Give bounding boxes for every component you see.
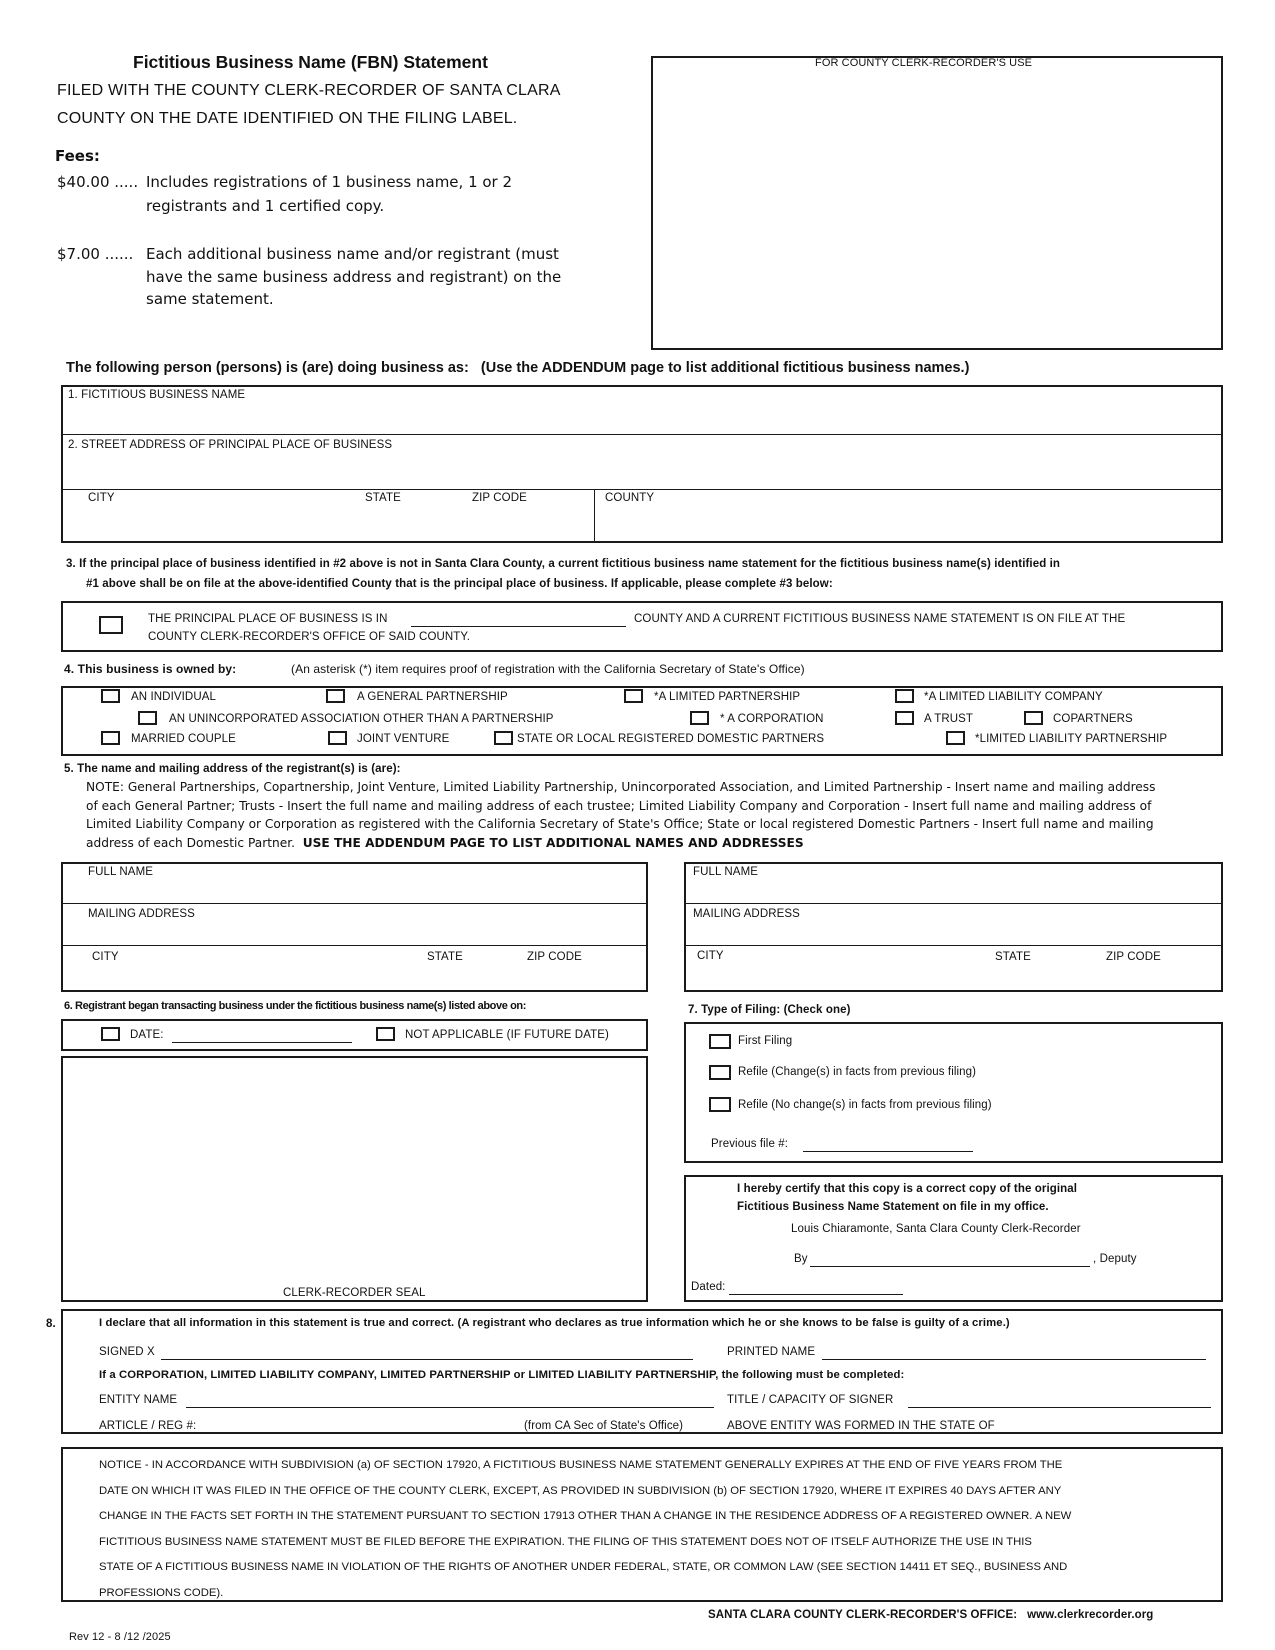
section6-heading: 6. Registrant began transacting business under the fictitious business name(s) listed above on: <box>64 1000 526 1012</box>
section4-note: (An asterisk (*) item requires proof of registration with the California Secretary of State's Office) <box>291 662 805 676</box>
not-applicable-label: NOT APPLICABLE (IF FUTURE DATE) <box>405 1029 609 1041</box>
general-partnership-checkbox[interactable] <box>326 689 345 703</box>
first-filing-label: First Filing <box>738 1035 793 1047</box>
domestic-partners-checkbox[interactable] <box>494 731 513 745</box>
first-filing-checkbox[interactable] <box>709 1034 731 1049</box>
trust-label: A TRUST <box>924 713 974 725</box>
divider <box>684 903 1223 904</box>
formed-state-label: ABOVE ENTITY WAS FORMED IN THE STATE OF <box>727 1420 995 1432</box>
section8-declare: I declare that all information in this statement is true and correct. (A registrant who declares as true information which he or she knows to be false is guilty of a crime.) <box>99 1317 1010 1329</box>
county-use-label: FOR COUNTY CLERK-RECORDER'S USE <box>815 57 1033 69</box>
city-label: CITY <box>88 492 115 504</box>
certify-line1: I hereby certify that this copy is a correct copy of the original <box>737 1183 1078 1195</box>
registrant-2-city-field[interactable] <box>687 965 1219 989</box>
notice-line6: PROFESSIONS CODE). <box>99 1586 224 1599</box>
section5-note-line4b: USE THE ADDENDUM PAGE TO LIST ADDITIONAL NAMES AND ADDRESSES <box>302 835 804 850</box>
previous-file-label: Previous file #: <box>711 1138 789 1150</box>
section3-box <box>61 601 1223 652</box>
registrant-1-full-name-field[interactable] <box>64 880 644 901</box>
joint-venture-label: JOINT VENTURE <box>357 733 450 745</box>
business-name-field[interactable] <box>64 404 1219 432</box>
registrant-1-mailing-field[interactable] <box>64 922 644 943</box>
clerk-seal-box <box>61 1056 648 1302</box>
signed-input[interactable] <box>161 1359 693 1360</box>
entity-name-label: ENTITY NAME <box>99 1394 178 1406</box>
divider <box>594 489 595 543</box>
divider <box>61 489 1223 490</box>
section3-box-text-b: COUNTY AND A CURRENT FICTITIOUS BUSINESS NAME STATEMENT IS ON FILE AT THE <box>634 613 1126 625</box>
notice-line4: FICTITIOUS BUSINESS NAME STATEMENT MUST BE FILED BEFORE THE EXPIRATION. THE FILING OF THIS STATEMENT DOES NOT OF ITSELF AUTHORIZE THE USE IN THIS <box>99 1535 1032 1548</box>
section5-note-line2: of each General Partner; Trusts - Insert the full name and mailing address of each trustee; Limited Liability Company and Corporation - Insert full name and mailing address of <box>86 798 1152 813</box>
section7-heading: 7. Type of Filing: (Check one) <box>688 1004 851 1016</box>
refile-change-label: Refile (Change(s) in facts from previous filing) <box>738 1066 977 1078</box>
refile-change-checkbox[interactable] <box>709 1065 731 1080</box>
section3-line1: 3. If the principal place of business identified in #2 above is not in Santa Clara County, a current fictitious business name statement for the fictitious business name(s) identified in <box>66 558 1061 570</box>
notice-line1: NOTICE - IN ACCORDANCE WITH SUBDIVISION (a) OF SECTION 17920, A FICTITIOUS BUSINESS NAME STATEMENT GENERALLY EXPIRES AT THE END OF FIVE YEARS FROM THE <box>99 1459 1063 1471</box>
unincorporated-checkbox[interactable] <box>138 711 157 725</box>
fee2-text-2: have the same business address and registrant) on the <box>146 268 562 286</box>
section5-note-line4a: address of each Domestic Partner. <box>86 835 295 850</box>
registrant-1-city-field[interactable] <box>64 965 644 989</box>
registrant-1-full-name-label: FULL NAME <box>88 866 154 878</box>
certify-line2: Fictitious Business Name Statement on file in my office. <box>737 1201 1049 1213</box>
registrant-2-full-name-field[interactable] <box>687 880 1219 901</box>
section3-box-text-a: THE PRINCIPAL PLACE OF BUSINESS IS IN <box>148 613 388 625</box>
zip-label: ZIP CODE <box>472 492 527 504</box>
street-address-label: 2. STREET ADDRESS OF PRINCIPAL PLACE OF BUSINESS <box>68 439 393 451</box>
signer-title-input[interactable] <box>908 1407 1211 1408</box>
fee2-text-3: same statement. <box>146 290 274 308</box>
fee1-text-2: registrants and 1 certified copy. <box>146 197 385 215</box>
section3-box-text-2: COUNTY CLERK-RECORDER'S OFFICE OF SAID COUNTY. <box>148 631 471 643</box>
section5-note-line3: Limited Liability Company or Corporation as registered with the California Secretary of State's Office; State or local registered Domestic Partners - Insert full name and mailing <box>86 817 1154 831</box>
printed-name-label: PRINTED NAME <box>727 1346 816 1358</box>
registrant-2-full-name-label: FULL NAME <box>693 866 759 878</box>
state-label: STATE <box>365 492 401 504</box>
fee1-amount: $40.00 ..... <box>57 173 139 191</box>
footer-website-link[interactable]: www.clerkrecorder.org <box>1027 1609 1154 1621</box>
date-checkbox[interactable] <box>101 1027 120 1041</box>
unincorporated-label: AN UNINCORPORATED ASSOCIATION OTHER THAN A PARTNERSHIP <box>169 713 554 725</box>
refile-no-change-checkbox[interactable] <box>709 1097 731 1112</box>
fee2-amount: $7.00 ...... <box>57 245 134 263</box>
registrant-2-city-label: CITY <box>697 950 724 962</box>
signed-label: SIGNED X <box>99 1346 155 1358</box>
section3-line2: #1 above shall be on file at the above-identified County that is the principal place of business. If applicable, please complete #3 below: <box>86 578 833 590</box>
registrant-1-mailing-label: MAILING ADDRESS <box>88 908 195 920</box>
filed-line-1: FILED WITH THE COUNTY CLERK-RECORDER OF SANTA CLARA <box>57 82 561 99</box>
footer-office-name: SANTA CLARA COUNTY CLERK-RECORDER'S OFFICE: <box>708 1609 1018 1621</box>
date-input[interactable] <box>172 1042 352 1043</box>
formed-state-input[interactable] <box>1018 1433 1214 1434</box>
copartners-label: COPARTNERS <box>1053 713 1133 725</box>
limited-partnership-label: *A LIMITED PARTNERSHIP <box>654 691 801 703</box>
printed-name-input[interactable] <box>822 1359 1206 1360</box>
notice-line3: CHANGE IN THE FACTS SET FORTH IN THE STATEMENT PURSUANT TO SECTION 17913 OTHER THAN A CHANGE IN THE RESIDENCE ADDRESS OF A REGISTERED OWNER. A NEW <box>99 1510 1072 1522</box>
article-reg-input[interactable] <box>207 1433 517 1434</box>
signer-title-label: TITLE / CAPACITY OF SIGNER <box>727 1394 894 1406</box>
previous-file-input[interactable] <box>803 1151 973 1152</box>
married-checkbox[interactable] <box>101 731 120 745</box>
corporation-checkbox[interactable] <box>690 711 709 725</box>
street-address-field[interactable] <box>64 454 1219 486</box>
corp-note: If a CORPORATION, LIMITED LIABILITY COMPANY, LIMITED PARTNERSHIP or LIMITED LIABILITY PARTNERSHIP, the following must be completed: <box>99 1369 905 1381</box>
county-use-box <box>651 56 1223 350</box>
section4-heading: 4. This business is owned by: <box>64 662 237 676</box>
intro-owners: The following person (persons) is (are) doing business as: <box>66 360 469 376</box>
corporation-label: * A CORPORATION <box>720 713 824 725</box>
fees-label: Fees: <box>55 147 100 165</box>
certify-clerk: Louis Chiaramonte, Santa Clara County Clerk-Recorder <box>791 1223 1081 1235</box>
section5-note-line4 <box>86 834 1156 853</box>
date-label: DATE: <box>130 1029 164 1041</box>
county-label: COUNTY <box>605 492 655 504</box>
not-applicable-checkbox[interactable] <box>376 1027 395 1041</box>
joint-venture-checkbox[interactable] <box>328 731 347 745</box>
entity-name-input[interactable] <box>186 1407 714 1408</box>
intro-text <box>66 360 969 376</box>
divider <box>61 903 648 904</box>
filed-line-2: COUNTY ON THE DATE IDENTIFIED ON THE FILING LABEL. <box>57 110 518 127</box>
footer-office <box>708 1609 1153 1621</box>
article-reg-label: ARTICLE / REG #: <box>99 1420 197 1432</box>
llc-label: *A LIMITED LIABILITY COMPANY <box>924 691 1103 703</box>
business-name-label: 1. FICTITIOUS BUSINESS NAME <box>68 389 246 401</box>
domestic-partners-label: STATE OR LOCAL REGISTERED DOMESTIC PARTNERS <box>517 733 825 745</box>
registrant-1-city-label: CITY <box>92 951 119 963</box>
revision-label: Rev 12 - 8 /12 /2025 <box>69 1631 171 1643</box>
individual-label: AN INDIVIDUAL <box>131 691 217 703</box>
city-state-zip-field[interactable] <box>64 506 592 540</box>
registrant-2-state-label: STATE <box>995 951 1031 963</box>
divider <box>684 945 1223 946</box>
section5-heading: 5. The name and mailing address of the registrant(s) is (are): <box>64 763 401 775</box>
llc-checkbox[interactable] <box>895 689 914 703</box>
registrant-2-mailing-field[interactable] <box>687 922 1219 943</box>
certify-dated-label: Dated: <box>691 1281 726 1293</box>
fee1-text-1: Includes registrations of 1 business name, 1 or 2 <box>146 173 513 191</box>
notice-line2: DATE ON WHICH IT WAS FILED IN THE OFFICE OF THE COUNTY CLERK, EXCEPT, AS PROVIDED IN SUBDIVISION (b) OF SECTION 17920, WHERE IT EXPIRES 40 DAYS AFTER ANY <box>99 1484 1062 1497</box>
notice-text <box>99 1453 1071 1606</box>
principal-county-checkbox[interactable] <box>99 616 123 634</box>
clerk-seal-label: CLERK-RECORDER SEAL <box>283 1287 426 1299</box>
trust-checkbox[interactable] <box>895 711 914 725</box>
form-title: Fictitious Business Name (FBN) Statement <box>133 52 488 72</box>
principal-county-input[interactable] <box>411 626 626 627</box>
divider <box>61 945 648 946</box>
llp-label: *LIMITED LIABILITY PARTNERSHIP <box>975 733 1168 745</box>
fee2-text-1: Each additional business name and/or registrant (must <box>146 245 559 263</box>
certify-by-label: By <box>794 1253 808 1265</box>
copartners-checkbox[interactable] <box>1024 711 1043 725</box>
registrant-1-zip-label: ZIP CODE <box>527 951 582 963</box>
registrant-2-mailing-label: MAILING ADDRESS <box>693 908 800 920</box>
section5-note-line1: NOTE: General Partnerships, Copartnership, Joint Venture, Limited Liability Partnership, Unincorporated Association, and Limited Partnership - Insert name and mailing address <box>86 780 1156 794</box>
married-label: MARRIED COUPLE <box>131 733 236 745</box>
section8-number: 8. <box>46 1318 56 1330</box>
llp-checkbox[interactable] <box>946 731 965 745</box>
from-sos-label: (from CA Sec of State's Office) <box>524 1420 684 1432</box>
intro-addendum: (Use the ADDENDUM page to list additional fictitious business names.) <box>480 360 970 376</box>
limited-partnership-checkbox[interactable] <box>624 689 643 703</box>
registrant-2-zip-label: ZIP CODE <box>1106 951 1161 963</box>
certify-by-input[interactable] <box>810 1266 1090 1267</box>
certify-deputy-label: , Deputy <box>1093 1253 1137 1265</box>
certify-dated-input[interactable] <box>729 1294 903 1295</box>
divider <box>61 434 1223 435</box>
general-partnership-label: A GENERAL PARTNERSHIP <box>357 691 508 703</box>
refile-no-change-label: Refile (No change(s) in facts from previous filing) <box>738 1099 992 1111</box>
county-field[interactable] <box>597 506 1219 540</box>
registrant-1-state-label: STATE <box>427 951 463 963</box>
individual-checkbox[interactable] <box>101 689 120 703</box>
section5-note <box>86 778 1156 852</box>
notice-line5: STATE OF A FICTITIOUS BUSINESS NAME IN VIOLATION OF THE RIGHTS OF ANOTHER UNDER FEDERAL, STATE, OR COMMON LAW (SEE SECTION 14411 ET SEQ., BUSINESS AND <box>99 1561 1068 1573</box>
